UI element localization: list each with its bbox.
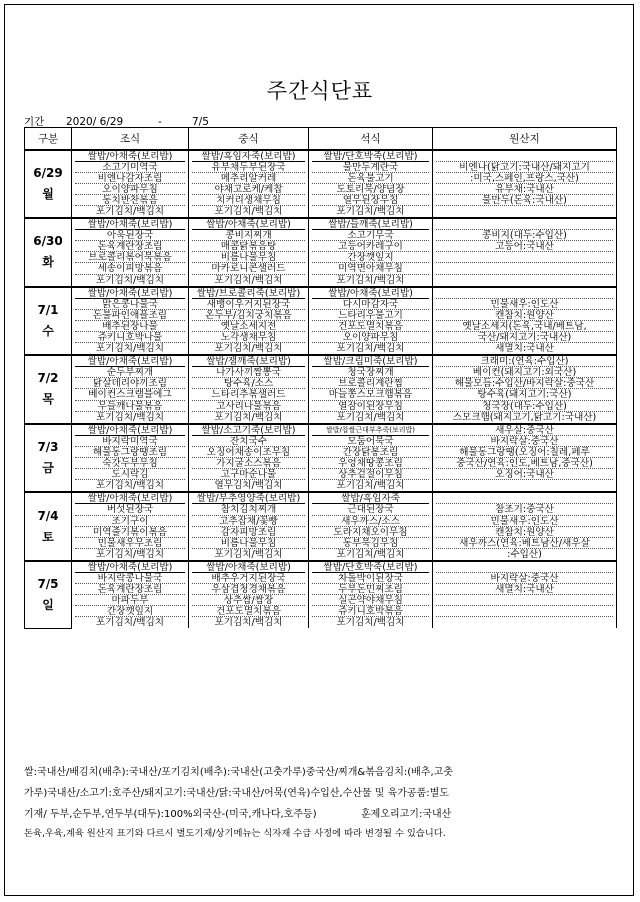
day-row [25, 218, 617, 287]
lunch-item: 유부채두부된장국 [192, 162, 305, 173]
lunch-item: 마카로니콘샐러드 [192, 263, 305, 274]
day-row [25, 355, 617, 424]
origin-item: 중국산/연육:인도,베트남,중국산) [436, 458, 613, 469]
breakfast-item: 쌀밥/아채죽(보리밥) [75, 562, 185, 573]
breakfast-cell [72, 492, 189, 561]
day-label [25, 561, 72, 629]
origin-item: 새멸치:국내산 [495, 343, 554, 355]
breakfast-item: 미역줄기볶이볶음 [75, 527, 185, 538]
lunch-item: 고사리나물볶음 [192, 401, 305, 412]
dinner-item: 포기김치/백김치 [336, 411, 405, 423]
origin-item: 참조기:중국산 [436, 504, 613, 515]
menu-page [4, 4, 634, 896]
breakfast-item: 순두부찌개 [75, 367, 185, 378]
lunch-item: 느타리추볶샐러드 [192, 389, 305, 400]
dinner-item: 도토리묵/양념장 [312, 184, 429, 195]
note-line-1: 쌀:국내산/배김치(배추):국내산/포기김치(배추):국내산(고춧가루)중국산/찌개&볶음김치:(배추,고춧 [24, 767, 453, 778]
origin-item [436, 151, 613, 162]
day-date: 7/5 [37, 576, 59, 591]
dinner-item: 쌀밥/찹쌀근대부추죽(보리밥) [312, 425, 429, 436]
day-weekday: 월 [42, 186, 54, 201]
lunch-item: 포기김치/백김치 [214, 205, 283, 217]
dinner-item: 쌀밥/단호박죽(보리밥) [312, 151, 429, 162]
day-row [25, 424, 617, 493]
lunch-cell [189, 424, 309, 493]
note-line-4: 돈육,우육,계육 원산지 표기와 다르시 별도기재/상기메뉴는 식자재 수급 사정에 따라 변경될 수 있습니다. [24, 828, 446, 839]
dinner-cell [309, 218, 433, 287]
breakfast-item: 쌀밥/아채죽(보리밥) [75, 493, 185, 504]
lunch-item: 쌀밥/잼깨죽(보리밥) [192, 356, 305, 367]
lunch-item: 포기김치/백김치 [214, 343, 283, 355]
note-line-3-text: 기재/ 두부,순두부,연두부(대두):100%외국산-(미국,캐나다,호주등) [24, 809, 317, 820]
origin-item [436, 493, 613, 504]
origin-cell [433, 492, 617, 561]
origin-item [436, 595, 613, 606]
breakfast-item: 바지락콩나물국 [75, 573, 185, 584]
breakfast-item: 숙갓두부무침 [75, 458, 185, 469]
dinner-item: 쌀밥/아채죽(보리밥) [312, 288, 429, 299]
breakfast-item: 쌀밥/아채죽(보리밥) [75, 425, 185, 436]
origin-item: 해물동그랑땡(오징어:칠레,페루 [436, 447, 613, 458]
dinner-item: 느타리우불고기 [312, 310, 429, 321]
lunch-item: 포기김치/백김치 [214, 617, 283, 629]
day-date: 6/29 [33, 165, 63, 180]
breakfast-item: 포기김치/백김치 [95, 343, 165, 355]
lunch-item: 열무김치/백김치 [214, 480, 283, 492]
day-date: 7/4 [37, 508, 59, 523]
lunch-item: 온두부/김치궁치볶음 [192, 310, 305, 321]
day-row [25, 492, 617, 561]
lunch-item: 가지굴소스볶음 [192, 458, 305, 469]
breakfast-item: 쌀밥/아채죽(보리밥) [75, 219, 185, 230]
breakfast-item: 브로콜리볶어묵볶음 [75, 252, 185, 263]
day-label [25, 424, 72, 493]
day-weekday: 목 [42, 392, 54, 407]
day-weekday: 수 [42, 323, 54, 338]
dinner-item: 모둠어묵국 [312, 436, 429, 447]
origin-item [436, 288, 613, 299]
day-label [25, 287, 72, 356]
lunch-item: 쌀밥/아채죽(보리밥) [192, 562, 305, 573]
lunch-item: 고추잡채/꽃빵 [192, 516, 305, 527]
origin-item [436, 617, 613, 628]
day-date: 6/30 [33, 234, 63, 249]
dinner-item: 포기김치/백김치 [336, 205, 405, 217]
lunch-cell [189, 492, 309, 561]
origin-item: 캔참치:원양산 [436, 310, 613, 321]
dinner-item: 소고기무국 [312, 230, 429, 241]
day-row [25, 287, 617, 356]
lunch-item: 포기김치/백김치 [214, 548, 283, 560]
breakfast-cell [72, 287, 189, 356]
origin-item: 유부채:국내산 [436, 184, 613, 195]
dinner-item: 돈육불고기 [312, 173, 429, 184]
origin-cell [433, 218, 617, 287]
breakfast-item: 해물동그랑땡조림 [75, 447, 185, 458]
origin-item: 민물새우:인도산 [436, 516, 613, 527]
lunch-item: 포기김치/백김치 [214, 274, 283, 286]
lunch-item: 치커리생채무침 [192, 195, 305, 206]
origin-item [436, 275, 613, 286]
origin-item [436, 606, 613, 617]
page-title: 주간식단표 [266, 79, 374, 103]
origin-item: 콩비지(대두:수입산) [436, 230, 613, 241]
lunch-cell [189, 287, 309, 356]
note-line-3 [24, 804, 624, 825]
lunch-item: 참치김치찌개 [192, 504, 305, 515]
dinner-item: 포기김치/백김치 [336, 480, 405, 492]
header-breakfast: 조식 [72, 128, 189, 150]
dinner-item: 상추겉절이무침 [312, 469, 429, 480]
note-line-2: 가루)국내산/소고기:호주산/돼지고기:국내산/닭:국내산/어묵(연육)수입산,수산물 및 육가공품:별도 [24, 788, 449, 799]
origin-item: 바지락살:중국산 [436, 573, 613, 584]
dinner-item: 포기김치/백김치 [336, 617, 405, 629]
breakfast-item: 돈육계란장조림 [75, 241, 185, 252]
origin-item: 새멸치:국내산 [436, 584, 613, 595]
header-category: 구분 [25, 128, 72, 150]
breakfast-item: 베이컨스크램블에그 [75, 389, 185, 400]
day-date: 7/3 [37, 440, 59, 455]
origin-item [436, 206, 613, 217]
lunch-item: 감자피망조림 [192, 527, 305, 538]
dinner-item: 근대된장국 [312, 504, 429, 515]
lunch-item: 고구마순나물 [192, 469, 305, 480]
lunch-item: 우삼겹청경채볶음 [192, 584, 305, 595]
day-weekday: 화 [42, 255, 54, 270]
breakfast-item: 세송이피망볶음 [75, 263, 185, 274]
breakfast-item: 아욱된장국 [75, 230, 185, 241]
dinner-item: 간장닭봉조림 [312, 447, 429, 458]
lunch-item: 매콤닭볶음탕 [192, 241, 305, 252]
dinner-cell [309, 561, 433, 629]
day-label [25, 218, 72, 287]
breakfast-item: 포기김치/백김치 [95, 548, 165, 560]
breakfast-item: 바지락미역국 [75, 436, 185, 447]
origin-item: 청국장(대두:수입산) [436, 401, 613, 412]
dinner-item: 간장깻잎지 [312, 252, 429, 263]
dinner-item: 포기김치/백김치 [336, 343, 405, 355]
dinner-cell [309, 492, 433, 561]
dinner-item: 포기김치/백김치 [336, 548, 405, 560]
origin-item: 바지락살:중국산 [436, 436, 613, 447]
breakfast-item: 도시락김 [75, 469, 185, 480]
note-line-3-duck: 훈제오리고기:국내산 [361, 809, 452, 820]
dinner-cell [309, 355, 433, 424]
breakfast-item: 쌀밥/아채죽(보리밥) [75, 356, 185, 367]
dinner-cell [309, 287, 433, 356]
origin-item: :수입산) [507, 548, 542, 560]
lunch-item: 쌀밥/부추영양죽(보리밥) [192, 493, 305, 504]
origin-item: 베이컨(돼지고기:외국산) [436, 367, 613, 378]
breakfast-item: 포기김치/백김치 [95, 274, 165, 286]
origin-item: :미국,스페인,프랑스,국산) [436, 173, 613, 184]
origin-cell [433, 424, 617, 493]
origin-item [436, 219, 613, 230]
dinner-item: 우엉채땅콩조림 [312, 458, 429, 469]
breakfast-item: 쌀밥/아채죽(보리밥) [75, 288, 185, 299]
breakfast-item: 돈불파인애플조림 [75, 310, 185, 321]
dinner-item: 물만두계란국 [312, 162, 429, 173]
origin-item: 새우까스(연육:베트남산/새우살 [436, 538, 613, 549]
lunch-item: 나가사끼짬뽕국 [192, 367, 305, 378]
header-lunch: 중식 [189, 128, 309, 150]
lunch-item: 상추쌈/쌈장 [192, 595, 305, 606]
dinner-item: 두부돈민찌조림 [312, 584, 429, 595]
dinner-item: 포기김치/백김치 [336, 274, 405, 286]
origin-item: 물만두(돈육:국내산) [436, 195, 613, 206]
dinner-cell [309, 424, 433, 493]
origin-item [436, 252, 613, 263]
breakfast-item: 소고기미역국 [75, 162, 185, 173]
origin-item: 새우살:중국산 [436, 425, 613, 436]
lunch-item: 콩비지찌개 [192, 230, 305, 241]
origin-item [436, 480, 613, 491]
lunch-item: 포기김치/백김치 [214, 411, 283, 423]
lunch-item: 옛날소세지전 [192, 321, 305, 332]
dinner-item: 미역면아채무침 [312, 263, 429, 274]
lunch-item: 건포도멸치볶음 [192, 606, 305, 617]
dinner-item: 도라지채오이무침 [312, 527, 429, 538]
lunch-cell [189, 218, 309, 287]
day-label [25, 492, 72, 561]
breakfast-item: 버섯된장국 [75, 504, 185, 515]
origin-cell [433, 287, 617, 356]
breakfast-item: 돈육계란장조림 [75, 584, 185, 595]
origin-item: 캔참치:원양산 [436, 527, 613, 538]
breakfast-item: 동치반찬볶음 [75, 195, 185, 206]
dinner-item: 다시마감자국 [312, 299, 429, 310]
period-separator: - [158, 116, 162, 128]
dinner-item: 실곤약야채무침 [312, 595, 429, 606]
day-weekday: 토 [42, 529, 54, 544]
dinner-item: 청국장찌개 [312, 367, 429, 378]
lunch-item: 쌀밥/소고기죽(보리밥) [192, 425, 305, 436]
lunch-cell [189, 561, 309, 629]
lunch-item: 배추우거지된장국 [192, 573, 305, 584]
lunch-item: 비름나물무침 [192, 538, 305, 549]
lunch-item: 오징어채송이조무침 [192, 447, 305, 458]
day-row [25, 150, 617, 219]
dinner-item: 쌀밥/들깨죽(보리밥) [312, 219, 429, 230]
day-weekday: 일 [42, 597, 54, 612]
dinner-item: 오이양파무침 [312, 332, 429, 343]
breakfast-item: 무들깨나물볶음 [75, 401, 185, 412]
origin-item: 민물새우:인도산 [436, 299, 613, 310]
dinner-item: 차돌박이된장국 [312, 573, 429, 584]
dinner-item: 새우까스/소스 [312, 516, 429, 527]
breakfast-item: 비엔나감자조림 [75, 173, 185, 184]
origin-cell [433, 150, 617, 219]
breakfast-item: 조기구이 [75, 516, 185, 527]
lunch-item: 쌀밥/흑임자죽(보리밥) [192, 151, 305, 162]
breakfast-cell [72, 424, 189, 493]
origin-item: 국산/돼지고기:국내산) [436, 332, 613, 343]
breakfast-item: 닭살데리야끼조림 [75, 378, 185, 389]
lunch-cell [189, 150, 309, 219]
origin-cell [433, 561, 617, 629]
dinner-item: 쌀밥/흑임자죽 [312, 493, 429, 504]
dinner-item: 동부묵김무침 [312, 538, 429, 549]
dinner-cell [309, 150, 433, 219]
dinner-item: 열무된장무침 [312, 195, 429, 206]
breakfast-cell [72, 150, 189, 219]
header-origin: 원산지 [433, 128, 617, 150]
period-label: 기간 [24, 116, 45, 128]
breakfast-item: 쌀밥/아채죽(보리밥) [75, 151, 185, 162]
origin-item [436, 562, 613, 573]
breakfast-cell [72, 218, 189, 287]
lunch-item: 노각생채무침 [192, 332, 305, 343]
breakfast-item: 민물새우무조림 [75, 538, 185, 549]
breakfast-cell [72, 355, 189, 424]
day-date: 7/1 [37, 302, 59, 317]
lunch-cell [189, 355, 309, 424]
dinner-item: 쥬키니호박볶음 [312, 606, 429, 617]
dinner-item: 쌀밥/단호박죽(보리밥) [312, 562, 429, 573]
origin-item: 고등어:국내산 [436, 241, 613, 252]
lunch-item: 쌀밥/아채죽(보리밥) [192, 219, 305, 230]
origin-item: 크래미:(연육:수입산) [436, 356, 613, 367]
day-weekday: 금 [42, 461, 54, 476]
lunch-item: 비름나물무침 [192, 252, 305, 263]
weekly-menu-table [24, 127, 617, 629]
breakfast-item: 쥬키니호박나물 [75, 332, 185, 343]
breakfast-item: 오이양파무침 [75, 184, 185, 195]
breakfast-item: 포기김치/백김치 [95, 205, 165, 217]
header-dinner: 석식 [309, 128, 433, 150]
dinner-item: 쌀밥/크림미죽(보리밥) [312, 356, 429, 367]
lunch-item: 탕수육/소스 [192, 378, 305, 389]
breakfast-cell [72, 561, 189, 629]
day-label [25, 150, 72, 219]
header-row [25, 128, 617, 150]
period-end: 7/5 [192, 116, 209, 128]
dinner-item: 열잠이된장무침 [312, 401, 429, 412]
breakfast-item: 마파두부 [75, 595, 185, 606]
origin-item: 해물모듬:수입산/바지락살:중국산 [436, 378, 613, 389]
period-start: 2020/ 6/29 [66, 116, 124, 128]
dinner-item: 건포도멸치볶음 [312, 321, 429, 332]
breakfast-item: 포기김치/백김치 [95, 411, 165, 423]
origin-item [436, 263, 613, 274]
origin-cell [433, 355, 617, 424]
lunch-item: 잔치국수 [192, 436, 305, 447]
breakfast-item: 포기김치/백김치 [95, 480, 165, 492]
day-date: 7/2 [37, 371, 59, 386]
dinner-item: 브로콜리계란찜 [312, 378, 429, 389]
day-row [25, 561, 617, 629]
dinner-item: 고등어카레구이 [312, 241, 429, 252]
origin-item: 스모크햄(돼지고기,닭고기:국내산) [452, 411, 597, 423]
day-label [25, 355, 72, 424]
dinner-item: 마늘쫑스모크햄볶음 [312, 389, 429, 400]
lunch-item: 쌀밥/브로콜리죽(보리밥) [192, 288, 305, 299]
lunch-item: 새뱅이우거지된장국 [192, 299, 305, 310]
origin-item: 오징어:국내산 [436, 469, 613, 480]
origin-notes [24, 762, 624, 839]
breakfast-item: 간장깻잎지 [75, 606, 185, 617]
origin-item: 탕수육(돼지고기:국산) [436, 389, 613, 400]
breakfast-item: 포기김치/백김치 [95, 617, 165, 629]
origin-item: 옛날소세지(돈육,국내/베트남, [436, 321, 613, 332]
lunch-item: 야채고로케/케찹 [192, 184, 305, 195]
breakfast-item: 맑은콩나물국 [75, 299, 185, 310]
breakfast-item: 배추된장나물 [75, 321, 185, 332]
lunch-item: 메추리알커레 [192, 173, 305, 184]
origin-item: 비엔나(닭고기:국내산/돼지고기 [436, 162, 613, 173]
